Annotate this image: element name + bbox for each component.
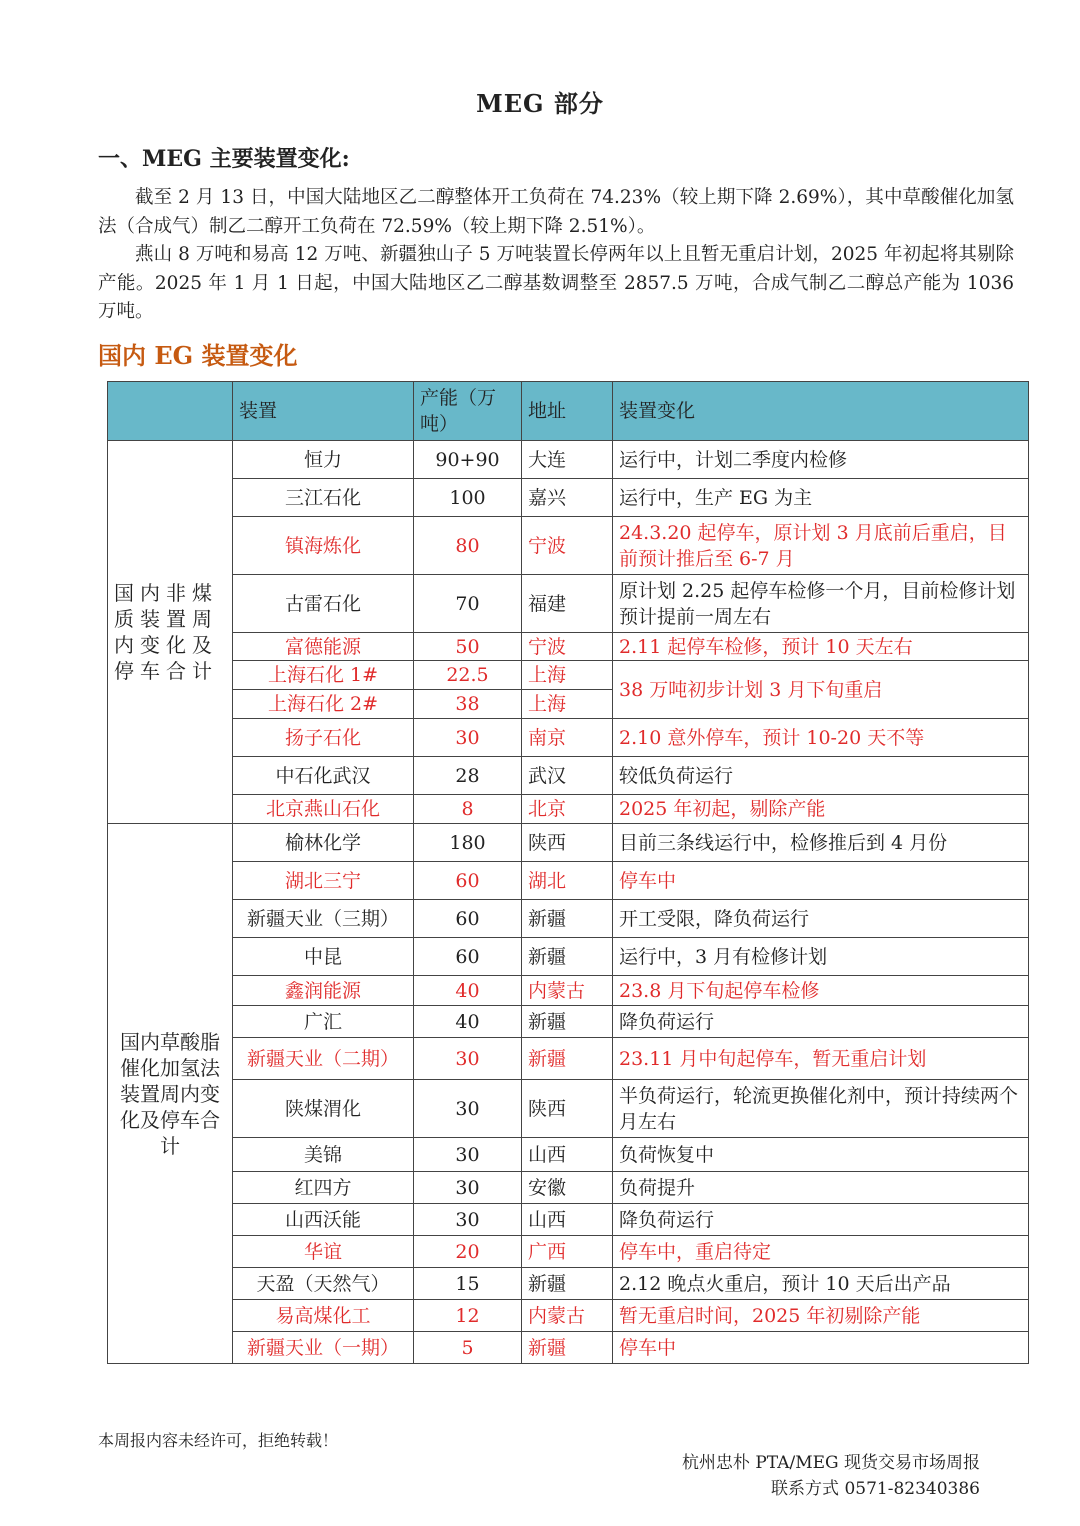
table-row — [108, 1332, 1029, 1364]
table-row — [108, 1080, 1029, 1138]
table-row — [108, 795, 1029, 824]
plant-capacity: 30 — [414, 1204, 522, 1236]
table-row — [108, 719, 1029, 757]
plant-change: 23.8 月下旬起停车检修 — [613, 976, 1029, 1006]
plant-location: 嘉兴 — [522, 479, 613, 517]
header-location: 地址 — [522, 382, 613, 441]
table-row — [108, 441, 1029, 479]
plant-name: 广汇 — [233, 1006, 414, 1038]
table-row — [108, 575, 1029, 633]
plant-change: 停车中，重启待定 — [613, 1236, 1029, 1268]
plant-change: 暂无重启时间，2025 年初剔除产能 — [613, 1300, 1029, 1332]
plant-change: 开工受限，降负荷运行 — [613, 900, 1029, 938]
plant-capacity: 40 — [414, 1006, 522, 1038]
plant-name: 美锦 — [233, 1138, 414, 1172]
table-row — [108, 661, 1029, 690]
plant-change: 24.3.20 起停车，原计划 3 月底前后重启，目前预计推后至 6-7 月 — [613, 517, 1029, 575]
plant-location: 内蒙古 — [522, 976, 613, 1006]
plant-location: 福建 — [522, 575, 613, 633]
plant-capacity: 30 — [414, 719, 522, 757]
plant-name: 鑫润能源 — [233, 976, 414, 1006]
plant-change: 较低负荷运行 — [613, 757, 1029, 795]
table-row — [108, 1038, 1029, 1080]
plant-change: 23.11 月中旬起停车，暂无重启计划 — [613, 1038, 1029, 1080]
plant-name: 华谊 — [233, 1236, 414, 1268]
plant-name: 榆林化学 — [233, 824, 414, 862]
plant-location: 宁波 — [522, 517, 613, 575]
plant-location: 山西 — [522, 1204, 613, 1236]
plant-change: 降负荷运行 — [613, 1006, 1029, 1038]
table-row — [108, 824, 1029, 862]
table-row — [108, 900, 1029, 938]
plant-name: 山西沃能 — [233, 1204, 414, 1236]
plant-change: 负荷恢复中 — [613, 1138, 1029, 1172]
plant-capacity: 30 — [414, 1038, 522, 1080]
plant-capacity: 70 — [414, 575, 522, 633]
plant-name: 陕煤渭化 — [233, 1080, 414, 1138]
plant-location: 新疆 — [522, 900, 613, 938]
plant-location: 新疆 — [522, 1006, 613, 1038]
plant-capacity: 30 — [414, 1138, 522, 1172]
plant-capacity: 22.5 — [414, 661, 522, 690]
plant-location: 湖北 — [522, 862, 613, 900]
plant-name: 富德能源 — [233, 633, 414, 661]
plant-change: 运行中，3 月有检修计划 — [613, 938, 1029, 976]
plant-location: 武汉 — [522, 757, 613, 795]
plant-capacity: 180 — [414, 824, 522, 862]
plant-location: 南京 — [522, 719, 613, 757]
header-plant: 装置 — [233, 382, 414, 441]
plant-change: 2.10 意外停车，预计 10-20 天不等 — [613, 719, 1029, 757]
table-row — [108, 633, 1029, 661]
plant-location: 新疆 — [522, 1332, 613, 1364]
header-capacity: 产能（万吨） — [414, 382, 522, 441]
paragraph-capacity: 燕山 8 万吨和易高 12 万吨、新疆独山子 5 万吨装置长停两年以上且暂无重启计划，2025 年初起将其剔除产能。2025 年 1 月 1 日起，中国大陆地区乙二醇基数调整至 2857.5 万吨，合成气制乙二醇总产能为 1036 万吨。 — [98, 244, 1014, 322]
paragraph-load-rate: 截至 2 月 13 日，中国大陆地区乙二醇整体开工负荷在 74.23%（较上期下降 2.69%），其中草酸催化加氢法（合成气）制乙二醇开工负荷在 72.59%（较上期下降 2.51%）。 — [98, 187, 1014, 237]
plant-change: 2.12 晚点火重启，预计 10 天后出产品 — [613, 1268, 1029, 1300]
plant-location: 新疆 — [522, 1268, 613, 1300]
plant-name: 湖北三宁 — [233, 862, 414, 900]
table-row — [108, 1138, 1029, 1172]
header-change: 装置变化 — [613, 382, 1029, 441]
plant-change: 降负荷运行 — [613, 1204, 1029, 1236]
copyright-notice: 本周报内容未经许可，拒绝转载！ — [98, 1431, 339, 1450]
plant-name: 三江石化 — [233, 479, 414, 517]
plant-change: 运行中，生产 EG 为主 — [613, 479, 1029, 517]
group-label: 国内草酸脂催化加氢法装置周内变化及停车合计 — [108, 824, 233, 1364]
table-row — [108, 976, 1029, 1006]
plant-name: 新疆天业（一期） — [233, 1332, 414, 1364]
plant-name: 上海石化 2# — [233, 690, 414, 719]
plant-location: 陕西 — [522, 1080, 613, 1138]
header-group — [108, 382, 233, 441]
plant-capacity: 15 — [414, 1268, 522, 1300]
table-row — [108, 1300, 1029, 1332]
plant-capacity: 8 — [414, 795, 522, 824]
plant-name: 中昆 — [233, 938, 414, 976]
plant-capacity: 28 — [414, 757, 522, 795]
plant-name: 中石化武汉 — [233, 757, 414, 795]
plant-name: 红四方 — [233, 1172, 414, 1204]
plant-capacity: 30 — [414, 1080, 522, 1138]
plant-capacity: 20 — [414, 1236, 522, 1268]
plant-capacity: 5 — [414, 1332, 522, 1364]
plant-change: 停车中 — [613, 1332, 1029, 1364]
plant-change: 原计划 2.25 起停车检修一个月，目前检修计划预计提前一周左右 — [613, 575, 1029, 633]
plant-change: 运行中，计划二季度内检修 — [613, 441, 1029, 479]
plant-location: 新疆 — [522, 938, 613, 976]
plant-change: 停车中 — [613, 862, 1029, 900]
plant-capacity: 60 — [414, 938, 522, 976]
plant-location: 新疆 — [522, 1038, 613, 1080]
table-row — [108, 862, 1029, 900]
plant-capacity: 60 — [414, 900, 522, 938]
plant-capacity: 12 — [414, 1300, 522, 1332]
plant-capacity: 50 — [414, 633, 522, 661]
plant-capacity: 60 — [414, 862, 522, 900]
plant-name: 天盈（天然气） — [233, 1268, 414, 1300]
table-row — [108, 1172, 1029, 1204]
plant-location: 山西 — [522, 1138, 613, 1172]
plant-capacity: 38 — [414, 690, 522, 719]
plant-location: 上海 — [522, 661, 613, 690]
publisher-name: 杭州忠朴 PTA/MEG 现货交易市场周报 — [681, 1453, 980, 1473]
plant-name: 北京燕山石化 — [233, 795, 414, 824]
page-title: MEG 部分 — [476, 89, 604, 118]
plant-change: 38 万吨初步计划 3 月下旬重启 — [613, 661, 1029, 719]
plant-capacity: 40 — [414, 976, 522, 1006]
plant-name: 上海石化 1# — [233, 661, 414, 690]
plant-location: 内蒙古 — [522, 1300, 613, 1332]
plant-location: 安徽 — [522, 1172, 613, 1204]
table-heading: 国内 EG 装置变化 — [98, 341, 298, 370]
plant-location: 大连 — [522, 441, 613, 479]
plant-change: 半负荷运行，轮流更换催化剂中，预计持续两个月左右 — [613, 1080, 1029, 1138]
plant-capacity: 90+90 — [414, 441, 522, 479]
plant-name: 新疆天业（三期） — [233, 900, 414, 938]
plant-location: 广西 — [522, 1236, 613, 1268]
group-label: 国内非煤质装置周内变化及停车合计 — [108, 441, 233, 824]
table-row — [108, 1236, 1029, 1268]
plant-change: 2025 年初起，剔除产能 — [613, 795, 1029, 824]
plant-location: 北京 — [522, 795, 613, 824]
plant-change: 目前三条线运行中，检修推后到 4 月份 — [613, 824, 1029, 862]
plant-name: 镇海炼化 — [233, 517, 414, 575]
table-row — [108, 938, 1029, 976]
table-row — [108, 1006, 1029, 1038]
plant-location: 宁波 — [522, 633, 613, 661]
plant-location: 上海 — [522, 690, 613, 719]
plant-location: 陕西 — [522, 824, 613, 862]
contact-info: 联系方式 0571-82340386 — [771, 1479, 980, 1499]
plant-name: 恒力 — [233, 441, 414, 479]
plant-name: 古雷石化 — [233, 575, 414, 633]
plant-capacity: 30 — [414, 1172, 522, 1204]
table-row — [108, 1268, 1029, 1300]
table-row — [108, 479, 1029, 517]
plant-name: 新疆天业（二期） — [233, 1038, 414, 1080]
plant-name: 易高煤化工 — [233, 1300, 414, 1332]
plant-capacity: 80 — [414, 517, 522, 575]
plant-change: 2.11 起停车检修，预计 10 天左右 — [613, 633, 1029, 661]
plant-change: 负荷提升 — [613, 1172, 1029, 1204]
plant-name: 扬子石化 — [233, 719, 414, 757]
table-row — [108, 517, 1029, 575]
table-row — [108, 1204, 1029, 1236]
table-header-row — [108, 382, 1029, 441]
table-row — [108, 757, 1029, 795]
section-heading: 一、MEG 主要装置变化: — [98, 146, 350, 172]
eg-plant-table — [107, 381, 1029, 1364]
plant-capacity: 100 — [414, 479, 522, 517]
